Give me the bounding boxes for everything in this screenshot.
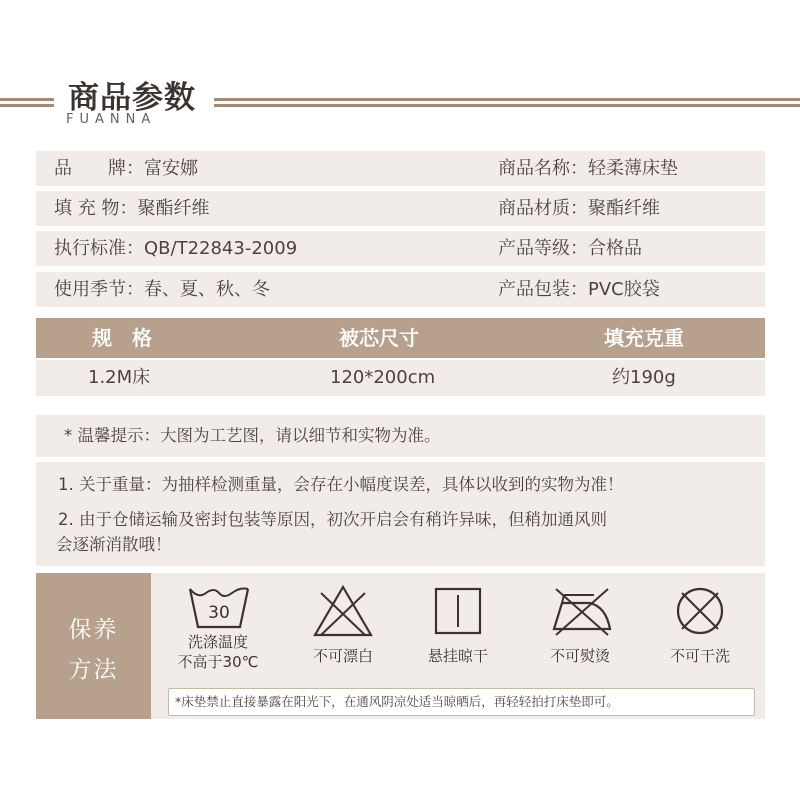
- info-row: [36, 272, 765, 307]
- care-item-wash: [163, 585, 273, 675]
- notes-panel: [36, 462, 765, 566]
- table-row: [36, 360, 765, 396]
- wash-temp-number: 30: [208, 603, 230, 623]
- tip-text: * 温馨提示：大图为工艺图，请以细节和实物为准。: [64, 426, 441, 445]
- hang-dry-icon: [428, 585, 488, 637]
- info-standard: 执行标准：QB/T22843-2009: [54, 238, 298, 259]
- care-caption: 不高于30℃: [177, 653, 259, 671]
- info-row: [36, 191, 765, 226]
- care-item-bleach: [288, 585, 398, 675]
- tip-panel: [36, 415, 765, 457]
- spec-table-header: [36, 318, 765, 358]
- info-filling: 填 充 物：聚酯纤维: [54, 198, 210, 219]
- spec-cell-size: 1.2M床: [88, 367, 151, 388]
- info-material: 商品材质：聚酯纤维: [498, 198, 660, 219]
- care-footnote-box: [168, 688, 755, 716]
- info-row: [36, 231, 765, 266]
- care-caption: 洗涤温度: [187, 633, 248, 651]
- care-item-iron: [525, 585, 635, 675]
- spec-cell-dimension: 120*200cm: [330, 367, 436, 388]
- info-row: [36, 151, 765, 186]
- info-season: 使用季节：春、夏、秋、冬: [54, 279, 270, 300]
- brand-subtitle: FUANNA: [66, 112, 157, 127]
- info-grade: 产品等级：合格品: [498, 238, 642, 259]
- wash-30-icon: [188, 585, 250, 631]
- care-label: [36, 573, 151, 719]
- spec-cell-weight: 约190g: [612, 367, 676, 388]
- care-item-dryclean: [645, 585, 755, 675]
- spec-header-size: 规 格: [92, 326, 152, 350]
- note-line-2: 2. 由于仓储运输及密封包装等原因，初次开启会有稍许异味，但稍加通风则: [58, 510, 607, 529]
- care-label-line-1: 保养: [68, 617, 119, 643]
- care-caption: 不可漂白: [312, 647, 373, 665]
- page-title: 商品参数: [68, 80, 196, 116]
- spec-header-dimension: 被芯尺寸: [339, 326, 419, 350]
- care-footnote: *床垫禁止直接暴露在阳光下，在通风阴凉处适当晾晒后，再轻轻拍打床垫即可。: [175, 694, 619, 709]
- note-line-1: 1. 关于重量：为抽样检测重量，会存在小幅度误差，具体以收到的实物为准！: [58, 475, 624, 494]
- care-label-line-2: 方法: [68, 657, 119, 683]
- care-caption: 不可干洗: [669, 647, 730, 665]
- no-dry-clean-icon: [670, 585, 730, 637]
- info-packaging: 产品包装：PVC胶袋: [498, 279, 660, 300]
- spec-header-weight: 填充克重: [604, 326, 684, 350]
- care-caption: 不可熨烫: [549, 647, 610, 665]
- info-brand: 品 牌：富安娜: [54, 158, 198, 179]
- care-caption: 悬挂晾干: [427, 647, 488, 665]
- info-product-name: 商品名称：轻柔薄床垫: [498, 158, 678, 179]
- no-bleach-icon: [313, 585, 373, 637]
- note-line-3: 会逐渐消散哦！: [56, 535, 172, 554]
- no-iron-icon: [550, 585, 614, 637]
- care-item-dry: [403, 585, 513, 675]
